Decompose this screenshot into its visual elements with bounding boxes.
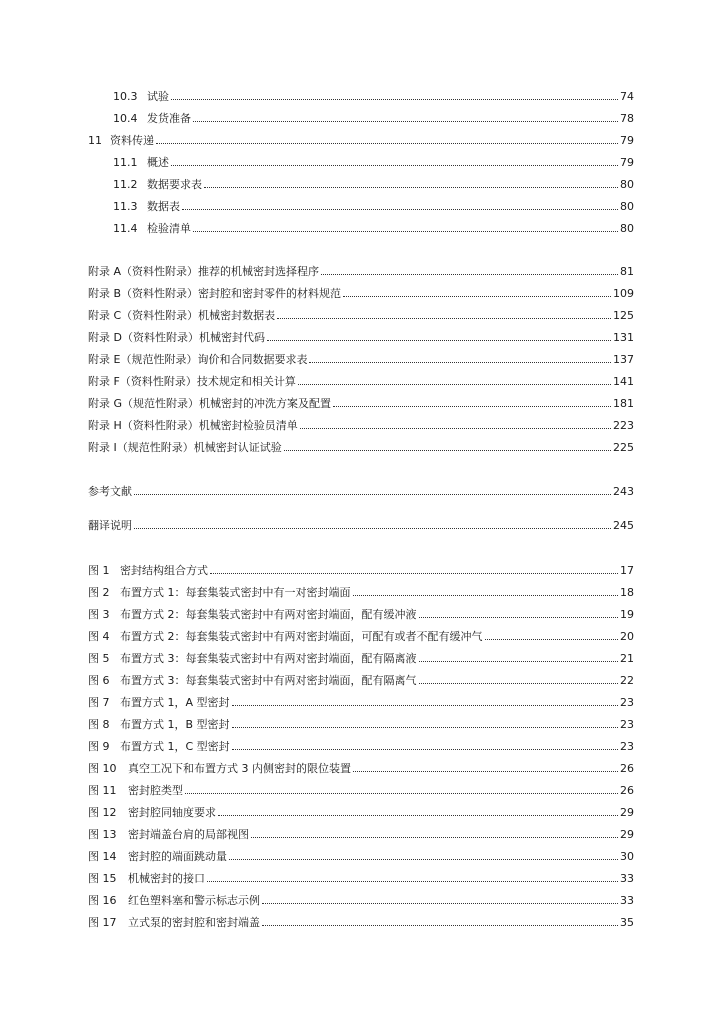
page-number: 225 xyxy=(613,441,634,454)
page-number: 243 xyxy=(613,485,634,498)
figure-title: 布置方式 1，A 型密封 xyxy=(120,696,230,709)
figure-number: 图 8 xyxy=(88,718,110,731)
dot-leader xyxy=(210,573,618,574)
dot-leader xyxy=(284,450,611,451)
page-number: 79 xyxy=(620,134,634,147)
figure-number: 图 11 xyxy=(88,784,117,797)
page-number: 30 xyxy=(620,850,634,863)
toc-appendix-e[interactable] xyxy=(88,352,634,368)
figure-number: 图 7 xyxy=(88,696,110,709)
figure-title: 布置方式 1，C 型密封 xyxy=(120,740,230,753)
dot-leader xyxy=(204,187,618,188)
section-number: 11.1 xyxy=(113,156,138,169)
figure-number: 图 2 xyxy=(88,586,110,599)
appendix-title: 附录 B（资料性附录）密封腔和密封零件的材料规范 xyxy=(88,287,342,300)
section-title: 资料传递 xyxy=(110,134,154,147)
figure-title: 密封端盖台肩的局部视图 xyxy=(128,828,249,841)
page-number: 109 xyxy=(613,287,634,300)
dot-leader xyxy=(353,771,618,772)
dot-leader xyxy=(419,661,619,662)
appendix-title: 附录 H（资料性附录）机械密封检验员清单 xyxy=(88,419,298,432)
dot-leader xyxy=(300,428,611,429)
dot-leader xyxy=(419,683,619,684)
page-number: 181 xyxy=(613,397,634,410)
section-title: 发货准备 xyxy=(147,112,191,125)
figure-title: 红色塑料塞和警示标志示例 xyxy=(128,894,260,907)
toc-figure-4[interactable] xyxy=(88,629,634,645)
toc-figure-5[interactable] xyxy=(88,651,634,667)
dot-leader xyxy=(193,121,618,122)
dot-leader xyxy=(232,705,618,706)
figure-title: 布置方式 1，B 型密封 xyxy=(120,718,230,731)
appendix-title: 附录 D（资料性附录）机械密封代码 xyxy=(88,331,265,344)
dot-leader xyxy=(182,209,618,210)
dot-leader xyxy=(485,639,619,640)
dot-leader xyxy=(193,231,618,232)
page-number: 29 xyxy=(620,806,634,819)
figure-title: 密封腔类型 xyxy=(128,784,183,797)
toc-section-11-4[interactable] xyxy=(113,221,634,237)
figure-title: 布置方式 1：每套集装式密封中有一对密封端面 xyxy=(120,586,351,599)
references-title: 参考文献 xyxy=(88,485,132,498)
dot-leader xyxy=(321,274,618,275)
figure-number: 图 12 xyxy=(88,806,117,819)
toc-appendix-a[interactable] xyxy=(88,264,634,280)
page-number: 23 xyxy=(620,696,634,709)
toc-section-11[interactable] xyxy=(88,133,634,149)
toc-section-11-2[interactable] xyxy=(113,177,634,193)
toc-references[interactable] xyxy=(88,484,634,500)
page-number: 74 xyxy=(620,90,634,103)
toc-figure-12[interactable] xyxy=(88,805,634,821)
appendix-title: 附录 I（规范性附录）机械密封认证试验 xyxy=(88,441,282,454)
figure-title: 密封腔的端面跳动量 xyxy=(128,850,227,863)
dot-leader xyxy=(171,99,618,100)
page-number: 19 xyxy=(620,608,634,621)
page-number: 29 xyxy=(620,828,634,841)
section-number: 11.2 xyxy=(113,178,138,191)
page-number: 80 xyxy=(620,200,634,213)
page-number: 17 xyxy=(620,564,634,577)
page-number: 20 xyxy=(620,630,634,643)
appendix-title: 附录 G（规范性附录）机械密封的冲洗方案及配置 xyxy=(88,397,332,410)
dot-leader xyxy=(229,859,618,860)
section-title: 试验 xyxy=(147,90,169,103)
figure-title: 布置方式 2：每套集装式密封中有两对密封端面，可配有或者不配有缓冲气 xyxy=(120,630,483,643)
toc-figure-15[interactable] xyxy=(88,871,634,887)
figure-number: 图 16 xyxy=(88,894,117,907)
page-number: 137 xyxy=(613,353,634,366)
figure-number: 图 5 xyxy=(88,652,110,665)
dot-leader xyxy=(343,296,611,297)
dot-leader xyxy=(185,793,618,794)
figure-title: 真空工况下和布置方式 3 内侧密封的限位装置 xyxy=(128,762,351,775)
dot-leader xyxy=(218,815,618,816)
toc-appendix-b[interactable] xyxy=(88,286,634,302)
figure-number: 图 10 xyxy=(88,762,117,775)
toc-figure-1[interactable] xyxy=(88,563,634,579)
figure-number: 图 15 xyxy=(88,872,117,885)
toc-figure-9[interactable] xyxy=(88,739,634,755)
page-number: 78 xyxy=(620,112,634,125)
dot-leader xyxy=(134,528,611,529)
page-number: 245 xyxy=(613,519,634,532)
toc-section-10-4[interactable] xyxy=(113,111,634,127)
dot-leader xyxy=(251,837,618,838)
figure-number: 图 4 xyxy=(88,630,110,643)
toc-section-11-3[interactable] xyxy=(113,199,634,215)
figure-number: 图 1 xyxy=(88,564,110,577)
section-number: 11.3 xyxy=(113,200,138,213)
section-title: 检验清单 xyxy=(147,222,191,235)
page-number: 141 xyxy=(613,375,634,388)
dot-leader xyxy=(232,749,618,750)
figure-number: 图 14 xyxy=(88,850,117,863)
toc-figure-16[interactable] xyxy=(88,893,634,909)
dot-leader xyxy=(171,165,618,166)
toc-figure-3[interactable] xyxy=(88,607,634,623)
figure-number: 图 17 xyxy=(88,916,117,929)
dot-leader xyxy=(156,143,618,144)
page-number: 35 xyxy=(620,916,634,929)
figure-number: 图 13 xyxy=(88,828,117,841)
figure-title: 布置方式 3：每套集装式密封中有两对密封端面，配有隔离气 xyxy=(120,674,417,687)
page-number: 21 xyxy=(620,652,634,665)
appendix-title: 附录 F（资料性附录）技术规定和相关计算 xyxy=(88,375,296,388)
toc-figure-8[interactable] xyxy=(88,717,634,733)
toc-appendix-c[interactable] xyxy=(88,308,634,324)
page-number: 125 xyxy=(613,309,634,322)
figure-title: 布置方式 2：每套集装式密封中有两对密封端面，配有缓冲液 xyxy=(120,608,417,621)
toc-appendix-h[interactable] xyxy=(88,418,634,434)
page-number: 23 xyxy=(620,718,634,731)
section-number: 11.4 xyxy=(113,222,138,235)
appendix-title: 附录 E（规范性附录）询价和合同数据要求表 xyxy=(88,353,308,366)
toc-section-11-1[interactable] xyxy=(113,155,634,171)
figure-title: 密封结构组合方式 xyxy=(120,564,208,577)
dot-leader xyxy=(262,903,618,904)
figure-title: 布置方式 3：每套集装式密封中有两对密封端面，配有隔离液 xyxy=(120,652,417,665)
dot-leader xyxy=(262,925,618,926)
appendix-title: 附录 A（资料性附录）推荐的机械密封选择程序 xyxy=(88,265,320,278)
page-number: 33 xyxy=(620,872,634,885)
dot-leader xyxy=(134,494,611,495)
toc-appendix-g[interactable] xyxy=(88,396,634,412)
toc-figure-2[interactable] xyxy=(88,585,634,601)
page-number: 26 xyxy=(620,762,634,775)
page-number: 79 xyxy=(620,156,634,169)
translation-notes-title: 翻译说明 xyxy=(88,519,132,532)
figure-title: 密封腔同轴度要求 xyxy=(128,806,216,819)
toc-section-10-3[interactable] xyxy=(113,89,634,105)
figure-title: 机械密封的接口 xyxy=(128,872,205,885)
dot-leader xyxy=(267,340,611,341)
toc-figure-7[interactable] xyxy=(88,695,634,711)
dot-leader xyxy=(298,384,611,385)
toc-figure-14[interactable] xyxy=(88,849,634,865)
section-number: 10.4 xyxy=(113,112,138,125)
dot-leader xyxy=(309,362,611,363)
dot-leader xyxy=(333,406,611,407)
page-number: 131 xyxy=(613,331,634,344)
toc-figure-11[interactable] xyxy=(88,783,634,799)
appendix-title: 附录 C（资料性附录）机械密封数据表 xyxy=(88,309,276,322)
page-number: 81 xyxy=(620,265,634,278)
page-number: 80 xyxy=(620,178,634,191)
toc-figure-6[interactable] xyxy=(88,673,634,689)
figure-number: 图 6 xyxy=(88,674,110,687)
toc-figure-17[interactable] xyxy=(88,915,634,931)
figure-title: 立式泵的密封腔和密封端盖 xyxy=(128,916,260,929)
page-number: 223 xyxy=(613,419,634,432)
toc-figure-13[interactable] xyxy=(88,827,634,843)
page-number: 18 xyxy=(620,586,634,599)
dot-leader xyxy=(207,881,618,882)
figure-number: 图 9 xyxy=(88,740,110,753)
dot-leader xyxy=(277,318,611,319)
dot-leader xyxy=(419,617,619,618)
page-number: 22 xyxy=(620,674,634,687)
figure-number: 图 3 xyxy=(88,608,110,621)
dot-leader xyxy=(353,595,619,596)
toc-appendix-i[interactable] xyxy=(88,440,634,456)
section-title: 数据表 xyxy=(147,200,180,213)
toc-appendix-f[interactable] xyxy=(88,374,634,390)
page-number: 80 xyxy=(620,222,634,235)
section-title: 数据要求表 xyxy=(147,178,202,191)
toc-translation-notes[interactable] xyxy=(88,518,634,534)
section-number: 10.3 xyxy=(113,90,138,103)
section-title: 概述 xyxy=(147,156,169,169)
page-number: 23 xyxy=(620,740,634,753)
toc-appendix-d[interactable] xyxy=(88,330,634,346)
page-number: 33 xyxy=(620,894,634,907)
section-number: 11 xyxy=(88,134,102,147)
page-number: 26 xyxy=(620,784,634,797)
toc-figure-10[interactable] xyxy=(88,761,634,777)
dot-leader xyxy=(232,727,618,728)
